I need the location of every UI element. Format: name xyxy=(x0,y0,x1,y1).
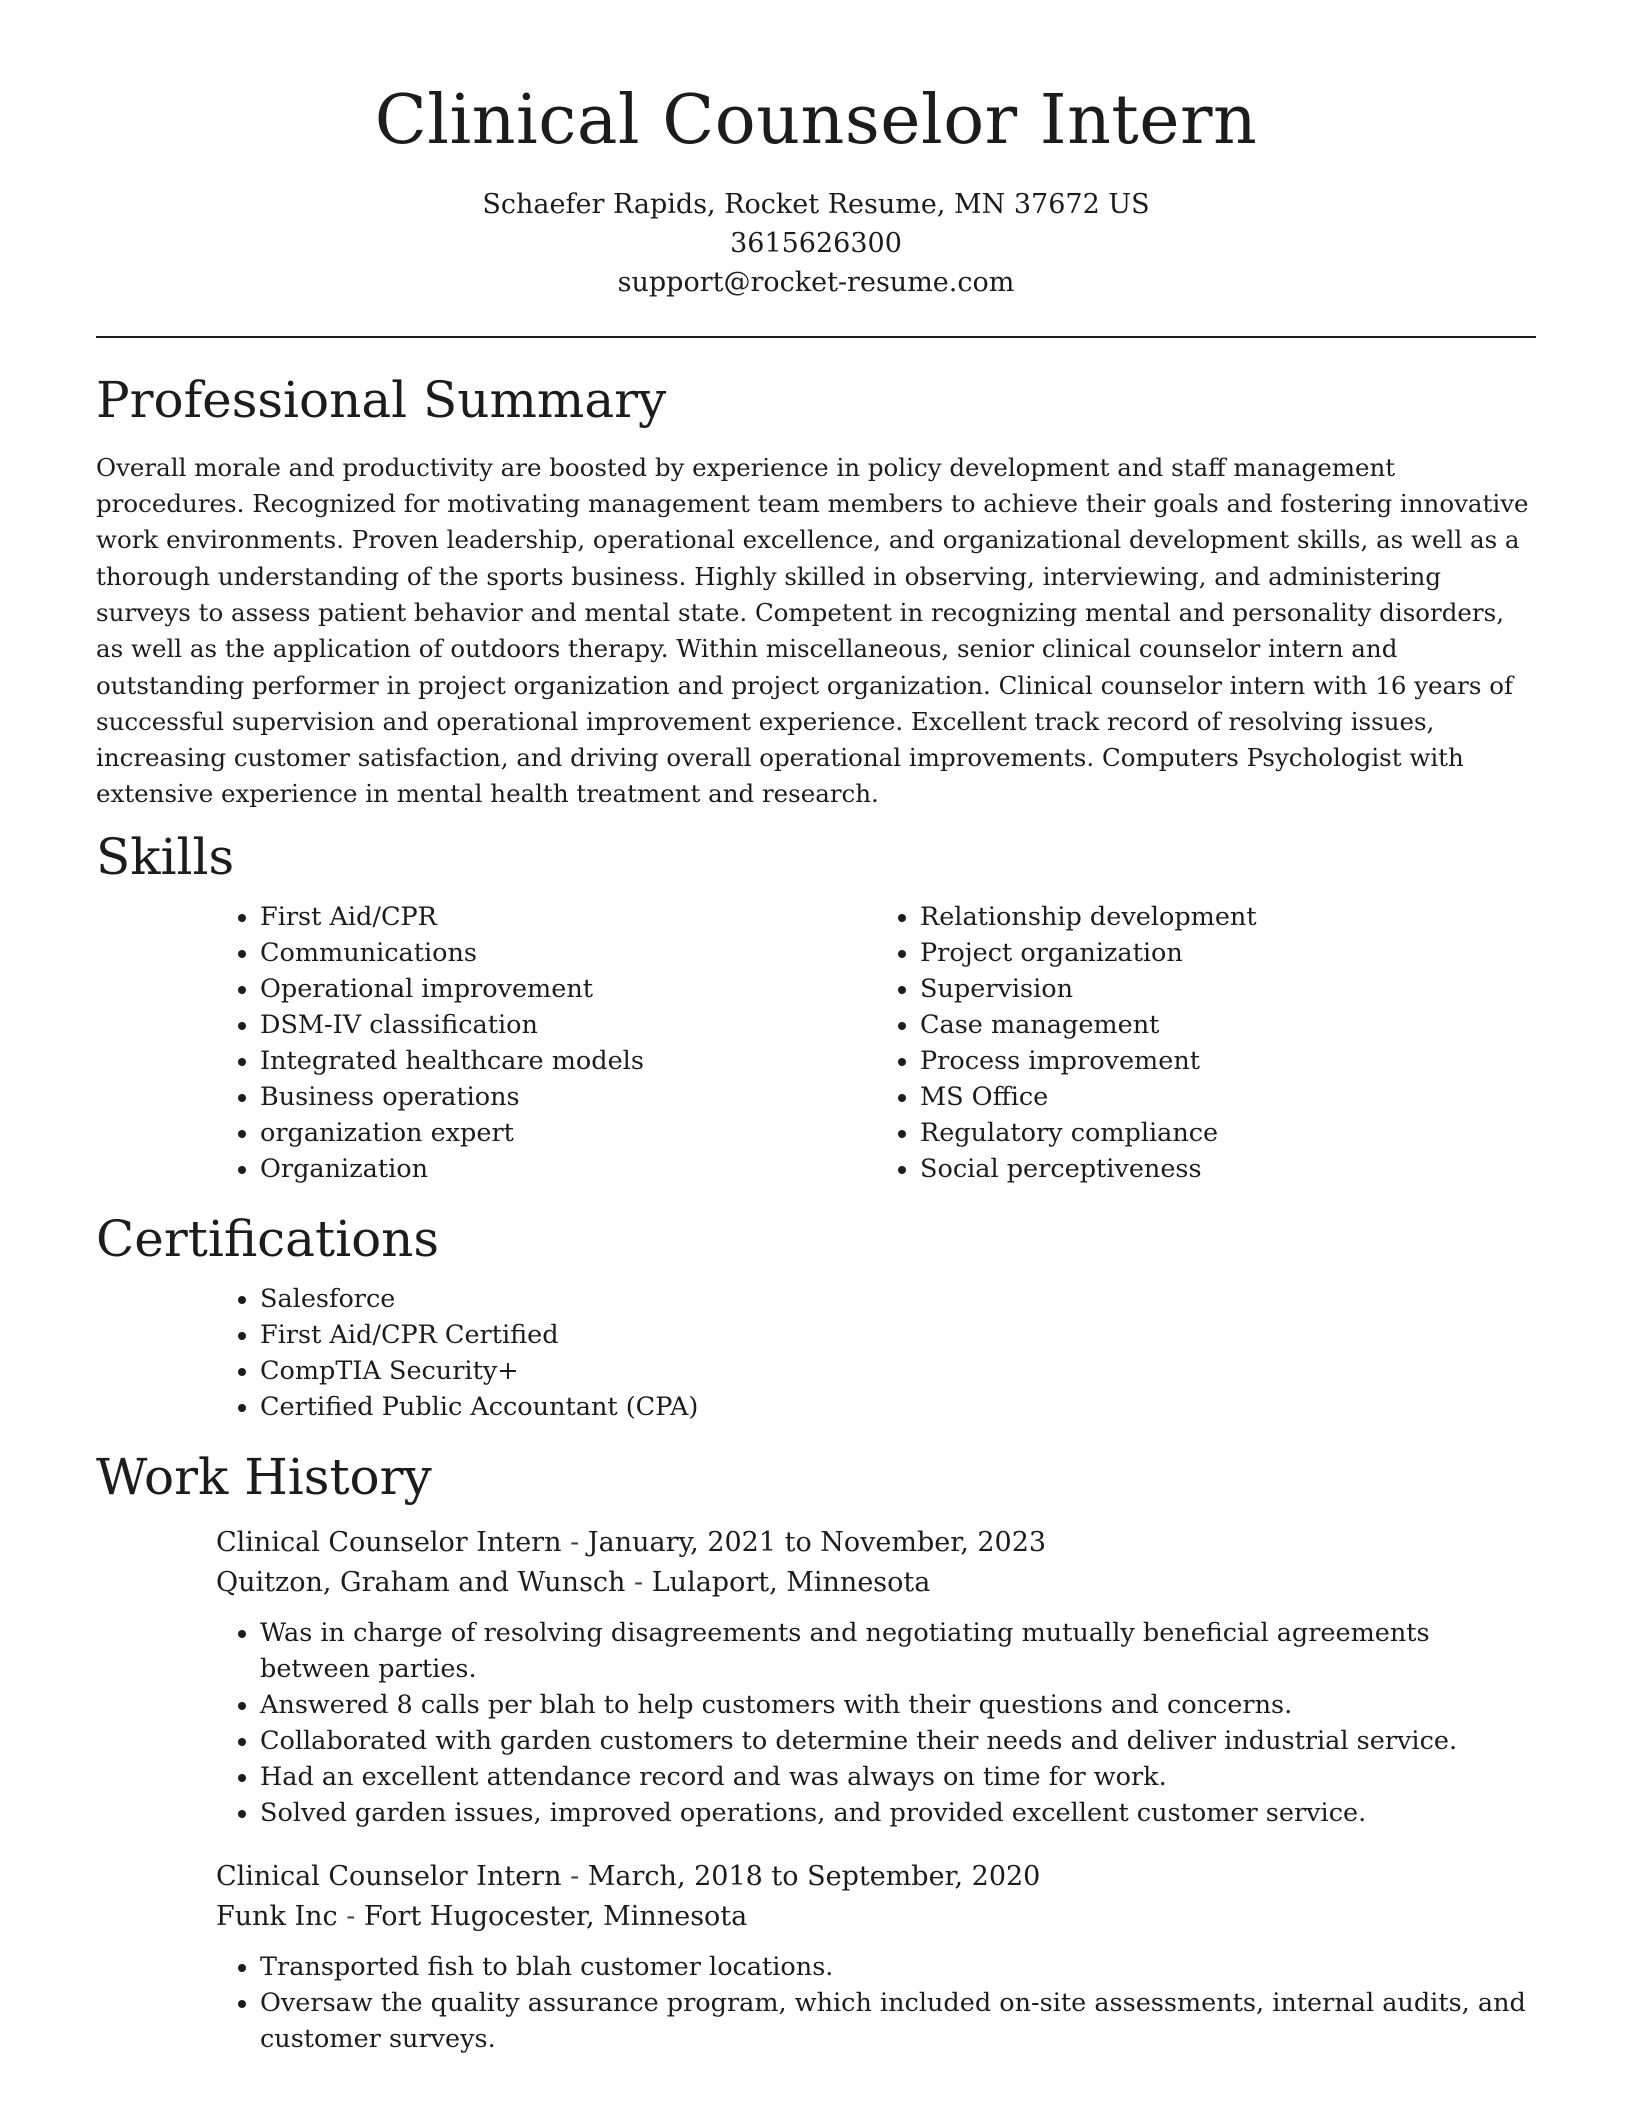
list-item: • Certified Public Accountant (CPA) xyxy=(260,1389,1536,1425)
separator: - xyxy=(337,1900,364,1932)
list-item: • Answered 8 calls per blah to help customers with their questions and concerns. xyxy=(260,1687,1536,1723)
job-role: Clinical Counselor Intern xyxy=(216,1860,562,1892)
summary-heading: Professional Summary xyxy=(96,370,667,429)
contact-phone: 3615626300 xyxy=(730,227,902,259)
list-item: • Communications xyxy=(260,935,876,971)
list-item: • Organization xyxy=(260,1151,876,1187)
job-role: Clinical Counselor Intern xyxy=(216,1526,562,1558)
job-title-line xyxy=(216,1857,1536,1897)
list-item: • Relationship development xyxy=(920,899,1536,935)
job-duties-list xyxy=(216,1615,1536,1831)
certifications-list xyxy=(216,1281,1536,1425)
summary-section xyxy=(96,370,1536,813)
list-item: • Case management xyxy=(920,1007,1536,1043)
job-entry xyxy=(216,1523,1536,1603)
list-item: • Operational improvement xyxy=(260,971,876,1007)
candidate-name: Clinical Counselor Intern xyxy=(374,81,1258,160)
header-divider xyxy=(96,336,1536,338)
list-item: • Solved garden issues, improved operations, and provided excellent customer service. xyxy=(260,1795,1536,1831)
separator: - xyxy=(625,1566,652,1598)
list-item: • Project organization xyxy=(920,935,1536,971)
list-item: • DSM-IV classification xyxy=(260,1007,876,1043)
list-item: • Transported fish to blah customer locations. xyxy=(260,1949,1536,1985)
job-company: Quitzon, Graham and Wunsch xyxy=(216,1566,626,1598)
list-item: • Was in charge of resolving disagreements and negotiating mutually beneficial agreements between parties. xyxy=(260,1615,1536,1687)
skills-list-left xyxy=(216,899,876,1187)
list-item: • CompTIA Security+ xyxy=(260,1353,1536,1389)
job-company: Funk Inc xyxy=(216,1900,338,1932)
list-item: • First Aid/CPR Certified xyxy=(260,1317,1536,1353)
skills-columns xyxy=(216,899,1536,1187)
job-dates: March, 2018 to September, 2020 xyxy=(587,1860,1041,1892)
certifications-section xyxy=(96,1209,1536,1425)
list-item: • Integrated healthcare models xyxy=(260,1043,876,1079)
list-item: • Regulatory compliance xyxy=(920,1115,1536,1151)
list-item: • Social perceptiveness xyxy=(920,1151,1536,1187)
list-item: • Business operations xyxy=(260,1079,876,1115)
list-item: • Salesforce xyxy=(260,1281,1536,1317)
summary-text: Overall morale and productivity are boosted by experience in policy development and staff management procedures. Recognized for motivating management team members to achieve their goals and fostering innovative work environments. Proven leadership, operational excellence, and organizational development skills, as well as a thorough understanding of the sports business. Highly skilled in observing, interviewing, and administering surveys to assess patient behavior and mental state. Competent in recognizing mental and personality disorders, as well as the application of outdoors therapy. Within miscellaneous, senior clinical counselor intern and outstanding performer in project organization and project organization. Clinical counselor intern with 16 years of successful supervision and operational improvement experience. Excellent track record of resolving issues, increasing customer satisfaction, and driving overall operational improvements. Computers Psychologist with extensive experience in mental health treatment and research. xyxy=(96,452,1529,809)
list-item: • Collaborated with garden customers to determine their needs and deliver industrial service. xyxy=(260,1723,1536,1759)
list-item: • Had an excellent attendance record and was always on time for work. xyxy=(260,1759,1536,1795)
separator: - xyxy=(561,1526,588,1558)
skills-heading: Skills xyxy=(96,827,235,886)
certifications-heading: Certifications xyxy=(96,1209,440,1268)
list-item: • Process improvement xyxy=(920,1043,1536,1079)
skills-list-right xyxy=(876,899,1536,1187)
contact-block xyxy=(96,185,1536,302)
job-company-line xyxy=(216,1897,1536,1937)
separator: - xyxy=(561,1860,588,1892)
job-entry xyxy=(216,1857,1536,1937)
job-company-line xyxy=(216,1563,1536,1603)
list-item: • Oversaw the quality assurance program, which included on-site assessments, internal audits, and customer surveys. xyxy=(260,1985,1536,2057)
job-title-line xyxy=(216,1523,1536,1563)
work-history-heading: Work History xyxy=(96,1447,432,1506)
list-item: • Supervision xyxy=(920,971,1536,1007)
contact-email[interactable]: support@rocket-resume.com xyxy=(617,266,1015,298)
job-location: Lulaport, Minnesota xyxy=(651,1566,931,1598)
list-item: • organization expert xyxy=(260,1115,876,1151)
job-duties-list xyxy=(216,1949,1536,2057)
resume-header xyxy=(96,0,1536,302)
job-dates: January, 2021 to November, 2023 xyxy=(587,1526,1047,1558)
list-item: • First Aid/CPR xyxy=(260,899,876,935)
job-location: Fort Hugocester, Minnesota xyxy=(363,1900,748,1932)
work-history-section xyxy=(96,1447,1536,2057)
list-item: • MS Office xyxy=(920,1079,1536,1115)
contact-address: Schaefer Rapids, Rocket Resume, MN 37672 US xyxy=(482,188,1150,220)
skills-section xyxy=(96,827,1536,1187)
